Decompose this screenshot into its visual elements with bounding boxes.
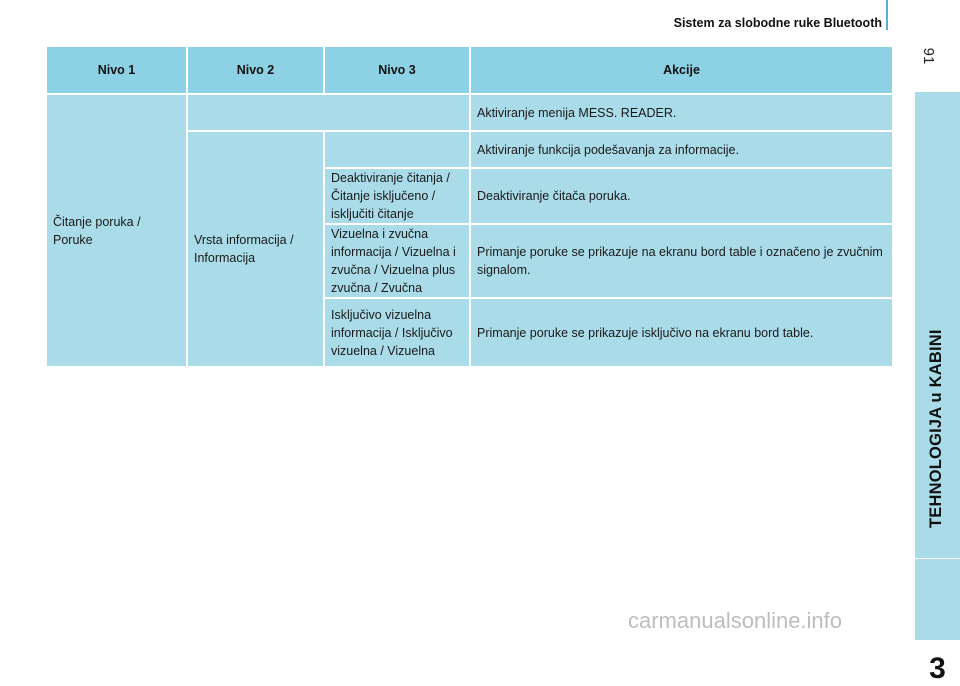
page-number: 91 [920,47,937,65]
chapter-number: 3 [929,652,946,685]
action-cell: Deaktiviranje čitača poruka. [470,168,893,224]
chapter-title-text: TEHNOLOGIJA u KABINI [927,329,945,528]
side-tab-divider [915,558,960,559]
header-nivo-2: Nivo 2 [187,46,324,94]
chapter-side-tab [915,92,960,685]
header-akcije: Akcije [470,46,893,94]
empty-cell [324,131,470,168]
level3-cell: Vizuelna i zvučna informacija / Vizuelna i zvučna / Vizuelna plus zvučna / Zvučna [324,224,470,298]
page-header-title: Sistem za slobodne ruke Bluetooth [673,16,882,30]
menu-table [45,45,894,368]
level2-cell: Vrsta informacija / Informacija [187,131,324,367]
table-row [46,94,893,131]
level3-cell: Deaktiviranje čitanja / Čitanje isključeno / isključiti čitanje [324,168,470,224]
empty-cell [187,94,470,131]
action-cell: Aktiviranje menija MESS. READER. [470,94,893,131]
action-cell: Primanje poruke se prikazuje isključivo na ekranu bord table. [470,298,893,367]
header-nivo-1: Nivo 1 [46,46,187,94]
level3-cell: Isključivo vizuelna informacija / Isključivo vizuelna / Vizuelna [324,298,470,367]
action-cell: Primanje poruke se prikazuje na ekranu bord table i označeno je zvučnim signalom. [470,224,893,298]
level1-cell: Čitanje poruka / Poruke [46,94,187,367]
header-nivo-3: Nivo 3 [324,46,470,94]
action-cell: Aktiviranje funkcija podešavanja za informacije. [470,131,893,168]
header-divider [886,0,888,30]
table-header-row [46,46,893,94]
watermark-text: carmanualsonline.info [628,608,843,633]
